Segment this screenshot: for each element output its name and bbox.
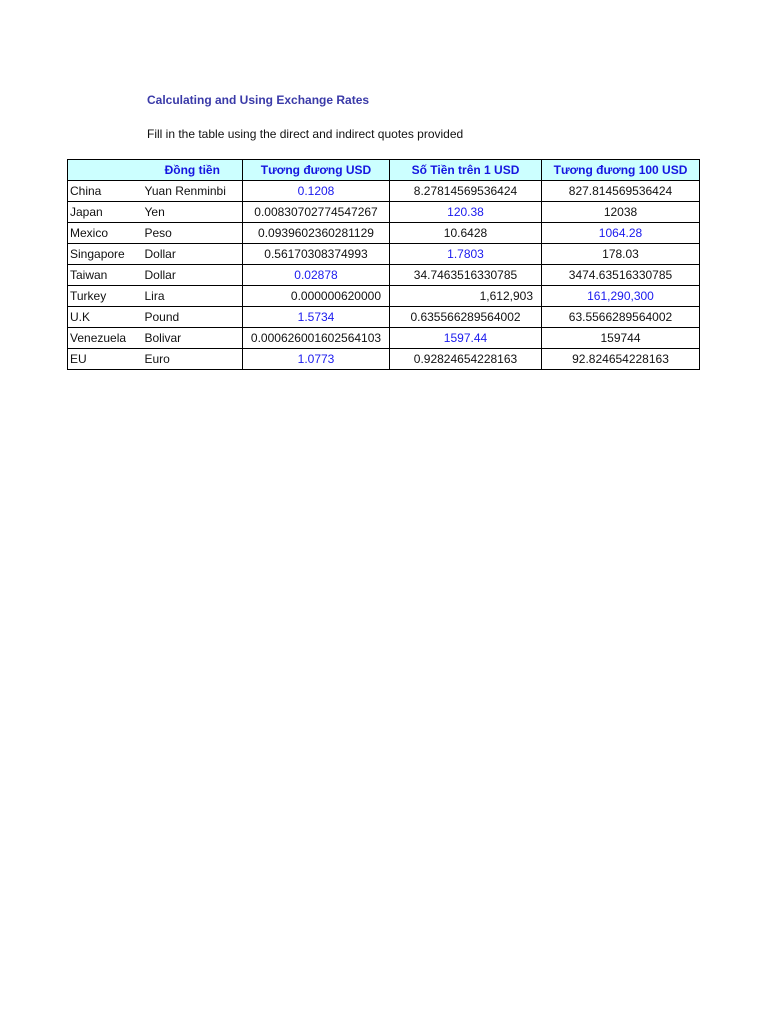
table-row: [68, 328, 700, 349]
per-usd-cell: 1.7803: [390, 244, 542, 265]
currency-cell: Dollar: [143, 244, 243, 265]
table-row: [68, 265, 700, 286]
per-usd-cell: 10.6428: [390, 223, 542, 244]
table-row: [68, 307, 700, 328]
per-100-usd-cell: 161,290,300: [542, 286, 700, 307]
per-100-usd-cell: 1064.28: [542, 223, 700, 244]
usd-equivalent-cell: 0.00830702774547267: [243, 202, 390, 223]
per-100-usd-cell: 63.5566289564002: [542, 307, 700, 328]
country-cell: Japan: [68, 202, 143, 223]
currency-cell: Pound: [143, 307, 243, 328]
per-usd-cell: 0.92824654228163: [390, 349, 542, 370]
country-cell: Singapore: [68, 244, 143, 265]
instructions-text: Fill in the table using the direct and indirect quotes provided: [147, 127, 464, 141]
country-cell: Venezuela: [68, 328, 143, 349]
usd-equivalent-cell: 1.5734: [243, 307, 390, 328]
table-row: [68, 286, 700, 307]
per-usd-cell: 1597.44: [390, 328, 542, 349]
per-usd-cell: 8.27814569536424: [390, 181, 542, 202]
currency-cell: Bolivar: [143, 328, 243, 349]
currency-cell: Yuan Renminbi: [143, 181, 243, 202]
per-100-usd-cell: 178.03: [542, 244, 700, 265]
country-cell: EU: [68, 349, 143, 370]
per-100-usd-cell: 159744: [542, 328, 700, 349]
header-equivalent-100-usd: Tương đương 100 USD: [542, 160, 700, 181]
usd-equivalent-cell: 0.0939602360281129: [243, 223, 390, 244]
table-row: [68, 181, 700, 202]
usd-equivalent-cell: 0.56170308374993: [243, 244, 390, 265]
document-title: Calculating and Using Exchange Rates: [147, 93, 370, 107]
usd-equivalent-cell: 0.1208: [243, 181, 390, 202]
header-amount-per-usd: Số Tiền trên 1 USD: [390, 160, 542, 181]
header-country: [68, 160, 143, 181]
usd-equivalent-cell: 1.0773: [243, 349, 390, 370]
header-currency: Đồng tiền: [143, 160, 243, 181]
table-row: [68, 202, 700, 223]
country-cell: U.K: [68, 307, 143, 328]
currency-cell: Dollar: [143, 265, 243, 286]
exchange-rate-table: [67, 159, 700, 370]
country-cell: Turkey: [68, 286, 143, 307]
per-100-usd-cell: 3474.63516330785: [542, 265, 700, 286]
per-100-usd-cell: 12038: [542, 202, 700, 223]
table-row: [68, 223, 700, 244]
country-cell: China: [68, 181, 143, 202]
per-100-usd-cell: 827.814569536424: [542, 181, 700, 202]
currency-cell: Yen: [143, 202, 243, 223]
currency-cell: Peso: [143, 223, 243, 244]
header-usd-equivalent: Tương đương USD: [243, 160, 390, 181]
usd-equivalent-cell: 0.000626001602564103: [243, 328, 390, 349]
currency-cell: Euro: [143, 349, 243, 370]
per-usd-cell: 1,612,903: [390, 286, 542, 307]
per-usd-cell: 120.38: [390, 202, 542, 223]
country-cell: Mexico: [68, 223, 143, 244]
usd-equivalent-cell: 0.02878: [243, 265, 390, 286]
per-usd-cell: 34.7463516330785: [390, 265, 542, 286]
per-100-usd-cell: 92.824654228163: [542, 349, 700, 370]
currency-cell: Lira: [143, 286, 243, 307]
country-cell: Taiwan: [68, 265, 143, 286]
table-row: [68, 349, 700, 370]
usd-equivalent-cell: 0.000000620000: [243, 286, 390, 307]
table-row: [68, 244, 700, 265]
per-usd-cell: 0.635566289564002: [390, 307, 542, 328]
table-header-row: [68, 160, 700, 181]
